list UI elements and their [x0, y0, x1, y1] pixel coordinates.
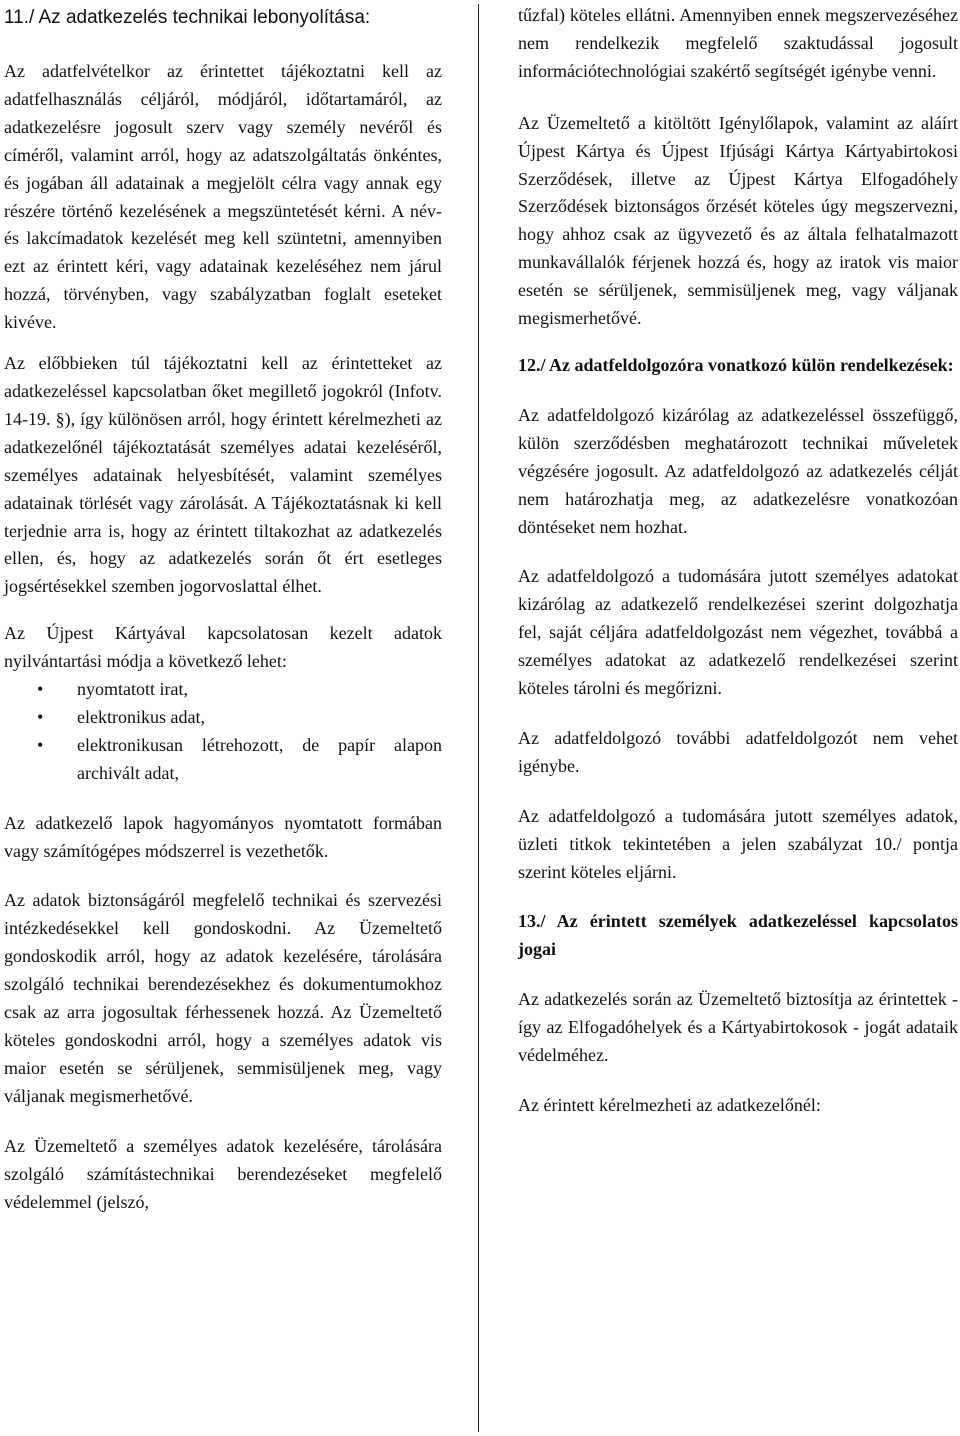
column-divider [478, 4, 479, 1432]
paragraph: Az adatfeldolgozó további adatfeldolgozót nem vehet igénybe. [518, 727, 958, 776]
paragraph: Az Üzemeltető a személyes adatok kezelésére, tárolására szolgáló számítástechnikai berendezéseket megfelelő védelemmel (jelszó, [4, 1135, 442, 1212]
bullet-icon: • [37, 734, 44, 755]
bullet-icon: • [37, 706, 44, 727]
paragraph: Az előbbieken túl tájékoztatni kell az érintetteket az adatkezeléssel kapcsolatban őket megillető jogokról (Infotv. 14-19. §), így különösen arról, hogy érintett kérelmezheti az adatkezelőnél tájékoztatását személyes adatai kezeléséről, személyes adatainak helyesbítését, valamint személyes adatainak törlését vagy zárolását. A Tájékoztatásnak ki kell terjednie arra is, hogy az érintett tiltakozhat az adatkezelés ellen, és, hogy az adatkezelés során őt ért esetleges jogsértésekkel szemben jogorvoslattal élhet. [4, 353, 442, 597]
section-13-heading: 13./ Az érintett személyek adatkezeléssel kapcsolatos jogai [518, 911, 958, 960]
paragraph: Az adatkezelés során az Üzemeltető biztosítja az érintettek - így az Elfogadóhelyek és a Kártyabirtokosok - jogát adataik védelméhez. [518, 989, 958, 1066]
list-item: • elektronikusan létrehozott, de papír alapon archivált adat, [4, 732, 442, 788]
bullet-icon: • [37, 679, 44, 700]
paragraph: Az adatfeldolgozó a tudomására jutott személyes adatok, üzleti titkok tekintetében a jelen szabályzat 10./ pontja szerint köteles eljárni. [518, 805, 958, 882]
record-method-list [4, 676, 442, 788]
paragraph: Az érintett kérelmezheti az adatkezelőnél: [518, 1095, 821, 1115]
paragraph: Az adatfeldolgozó a tudomására jutott személyes adatokat kizárólag az adatkezelő rendelkezései szerint dolgozhatja fel, saját céljára adatfeldolgozást nem végezhet, továbbá a személyes adatokat az adatkezelő rendelkezései szerint köteles tárolni és megőrizni. [518, 566, 958, 699]
left-column [4, 0, 442, 1216]
paragraph: tűzfal) köteles ellátni. Amennyiben ennek megszervezéséhez nem rendelkezik megfelelő szaktudással jogosult információtechnológiai szakértő segítségét igénybe venni. [518, 5, 958, 81]
paragraph: Az adatfeldolgozó kizárólag az adatkezeléssel összefüggő, külön szerződésben meghatározott technikai műveletek végzésére jogosult. Az adatfeldolgozó az adatkezelés célját nem határozhatja meg, az adatkezelésre vonatkozóan döntéseket nem hozhat. [518, 404, 958, 537]
list-item: • elektronikus adat, [4, 704, 442, 732]
right-column [518, 0, 958, 1120]
paragraph: Az adatfelvételkor az érintettet tájékoztatni kell az adatfelhasználás céljáról, módjáról, időtartamáról, az adatkezelésre jogosult szerv vagy személy nevéről és címéről, valamint arról, hogy az adatszolgáltatás önkéntes, és jogában áll adatainak a megjelölt célra vagy annak egy részére történő kezelésének a megszüntetését kérni. A név- és lakcímadatok kezelését meg kell szüntetni, amennyiben ezt az érintett kéri, vagy adatainak kezeléséhez nem járul hozzá, törvényben, vagy szabályzatban foglalt eseteket kivéve. [4, 61, 442, 333]
list-item: • nyomtatott irat, [4, 676, 442, 704]
paragraph: Az adatkezelő lapok hagyományos nyomtatott formában vagy számítógépes módszerrel is vezethetők. [4, 812, 442, 861]
section-12-heading: 12./ Az adatfeldolgozóra vonatkozó külön rendelkezések: [518, 354, 954, 375]
paragraph: Az adatok biztonságáról megfelelő technikai és szervezési intézkedésekkel kell gondoskodni. Az Üzemeltető gondoskodik arról, hogy az adatok kezelésére, tárolására szolgáló technikai berendezésekhez és dokumentumokhoz csak az arra jogosultak férhessenek hozzá. Az Üzemeltető köteles gondoskodni arról, hogy a személyes adatok vis maior esetén se sérüljenek, semmisüljenek meg, vagy váljanak megismerhetővé. [4, 890, 442, 1106]
paragraph: Az Újpest Kártyával kapcsolatosan kezelt adatok nyilvántartási módja a következő lehet: [4, 623, 442, 672]
paragraph: Az Üzemeltető a kitöltött Igénylőlapok, valamint az aláírt Újpest Kártya és Újpest Ifjúsági Kártya Kártyabirtokosi Szerződések, illetve az Újpest Kártya Elfogadóhely Szerződések biztonságos őrzését köteles úgy megszervezni, hogy ahhoz csak az ügyvezető és az általa felhatalmazott munkavállalók férjenek hozzá és, hogy az iratok vis maior esetén se sérüljenek, semmisüljenek meg, vagy váljanak megismerhetővé. [518, 112, 958, 329]
section-11-heading: 11./ Az adatkezelés technikai lebonyolítása: [4, 7, 371, 28]
